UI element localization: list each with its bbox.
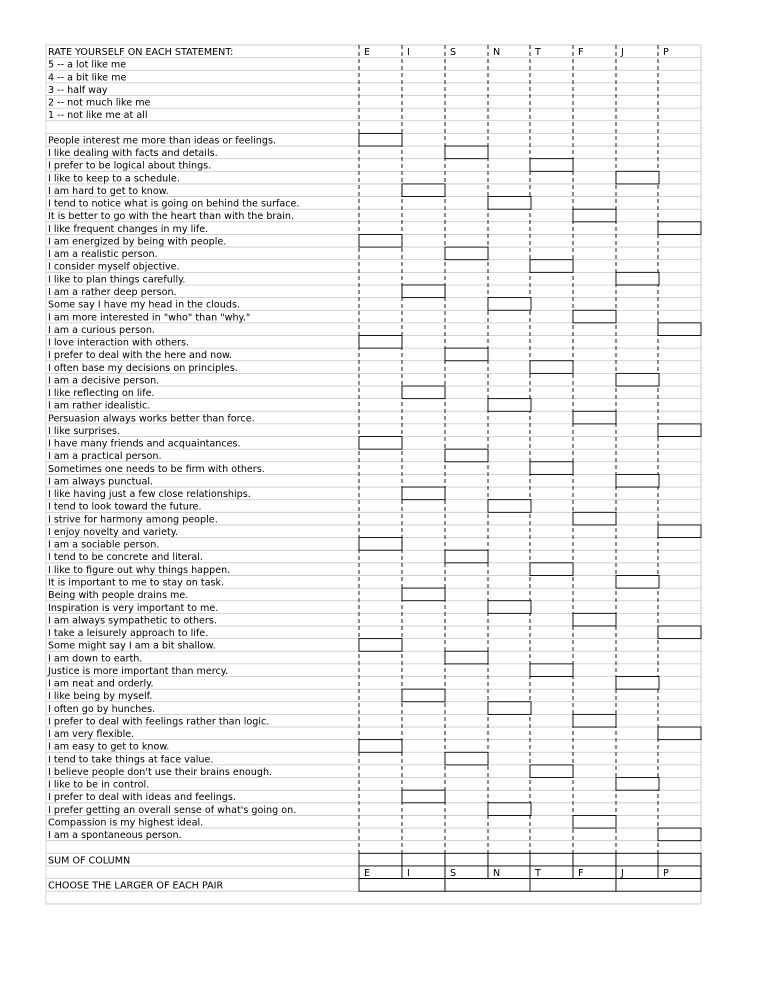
column-header-i: I	[407, 47, 410, 59]
column-letter-n: N	[493, 867, 501, 879]
answer-box-s[interactable]	[445, 651, 488, 664]
statement-text: People interest me more than ideas or feelings.	[48, 135, 277, 147]
statement-text: I am very flexible.	[48, 729, 135, 741]
answer-box-p[interactable]	[658, 424, 701, 437]
statement-text: I prefer to deal with feelings rather than logic.	[48, 716, 270, 728]
answer-box-f[interactable]	[573, 209, 616, 222]
column-header-f: F	[578, 47, 584, 59]
statement-text: I am more interested in "who" than "why."	[48, 312, 251, 324]
statement-text: I like to figure out why things happen.	[48, 564, 231, 576]
choose-pair-box[interactable]	[359, 879, 445, 892]
answer-box-p[interactable]	[658, 626, 701, 639]
answer-box-t[interactable]	[530, 159, 573, 172]
sum-box-s[interactable]	[445, 853, 488, 866]
answer-box-e[interactable]	[359, 234, 402, 247]
column-header-n: N	[493, 47, 501, 59]
answer-box-s[interactable]	[445, 247, 488, 260]
statement-text: I am always sympathetic to others.	[48, 615, 217, 627]
column-letter-i: I	[407, 867, 410, 879]
statement-text: Being with people drains me.	[48, 590, 189, 602]
answer-box-j[interactable]	[616, 575, 659, 588]
answer-box-i[interactable]	[402, 689, 445, 702]
answer-box-n[interactable]	[488, 803, 531, 816]
answer-box-j[interactable]	[616, 373, 659, 386]
answer-box-e[interactable]	[359, 639, 402, 652]
answer-box-j[interactable]	[616, 677, 659, 690]
answer-box-t[interactable]	[530, 361, 573, 374]
answer-box-j[interactable]	[616, 171, 659, 184]
answer-box-f[interactable]	[573, 512, 616, 525]
answer-box-t[interactable]	[530, 260, 573, 273]
sum-box-t[interactable]	[530, 853, 573, 866]
column-letter-p: P	[663, 867, 669, 879]
column-header-s: S	[450, 47, 457, 59]
column-letter-f: F	[578, 867, 584, 879]
statement-text: I like having just a few close relationships.	[48, 489, 251, 501]
answer-box-e[interactable]	[359, 335, 402, 348]
answer-box-e[interactable]	[359, 437, 402, 450]
statement-text: Some might say I am a bit shallow.	[48, 640, 216, 652]
statement-text: I am a rather deep person.	[48, 287, 177, 298]
sum-box-n[interactable]	[488, 853, 531, 866]
statement-text: Persuasion always works better than force.	[48, 413, 255, 425]
statement-text: I am neat and orderly.	[48, 678, 154, 690]
statement-text: I am a decisive person.	[48, 375, 160, 387]
statement-text: I am a spontaneous person.	[48, 830, 182, 842]
statement-text: Sometimes one needs to be firm with others.	[48, 463, 265, 475]
statement-text: I have many friends and acquaintances.	[48, 438, 241, 450]
statement-text: I like dealing with facts and details.	[48, 148, 218, 160]
statement-text: I strive for harmony among people.	[48, 514, 218, 526]
answer-box-f[interactable]	[573, 310, 616, 323]
answer-box-j[interactable]	[616, 272, 659, 285]
column-letter-j: J	[621, 867, 624, 879]
statement-text: I am energized by being with people.	[48, 236, 227, 248]
answer-box-p[interactable]	[658, 525, 701, 538]
statement-text: I consider myself objective.	[48, 261, 180, 273]
answer-box-i[interactable]	[402, 285, 445, 298]
statement-text: I am a sociable person.	[48, 539, 160, 551]
statement-text: I prefer to deal with ideas and feelings.	[48, 792, 236, 804]
statement-text: Compassion is my highest ideal.	[48, 817, 204, 829]
answer-box-j[interactable]	[616, 778, 659, 791]
answer-box-i[interactable]	[402, 588, 445, 601]
choose-pair-box[interactable]	[530, 879, 616, 892]
statement-text: I prefer to deal with the here and now.	[48, 350, 233, 362]
statement-text: I often go by hunches.	[48, 703, 156, 715]
answer-box-s[interactable]	[445, 146, 488, 159]
answer-box-f[interactable]	[573, 714, 616, 727]
statement-text: I prefer getting an overall sense of what's going on.	[48, 804, 297, 816]
choose-pair-box[interactable]	[445, 879, 531, 892]
answer-box-p[interactable]	[658, 828, 701, 841]
answer-box-t[interactable]	[530, 563, 573, 576]
answer-box-p[interactable]	[658, 222, 701, 235]
statement-text: I take a leisurely approach to life.	[48, 628, 209, 640]
answer-box-n[interactable]	[488, 702, 531, 715]
statement-text: Justice is more important than mercy.	[48, 665, 229, 677]
sum-of-column-label: SUM OF COLUMN	[48, 855, 131, 867]
sum-box-e[interactable]	[359, 853, 402, 866]
answer-box-t[interactable]	[530, 765, 573, 778]
answer-box-e[interactable]	[359, 538, 402, 551]
sum-box-j[interactable]	[616, 853, 659, 866]
answer-box-f[interactable]	[573, 411, 616, 424]
statement-text: It is better to go with the heart than with the brain.	[48, 211, 295, 223]
statement-text: I am a practical person.	[48, 451, 162, 463]
scale-legend-item: 1 -- not like me at all	[48, 110, 148, 122]
statement-text: I tend to take things at face value.	[48, 754, 214, 766]
answer-box-n[interactable]	[488, 399, 531, 412]
sum-box-f[interactable]	[573, 853, 616, 866]
statement-text: I am a realistic person.	[48, 249, 158, 261]
answer-box-p[interactable]	[658, 323, 701, 336]
answer-box-i[interactable]	[402, 790, 445, 803]
statement-text: I like to be in control.	[48, 779, 150, 791]
column-letter-e: E	[364, 867, 371, 879]
statement-text: I prefer to be logical about things.	[48, 160, 212, 172]
statement-text: I am a curious person.	[48, 324, 155, 336]
scale-legend-item: 2 -- not much like me	[48, 97, 151, 109]
statement-text: I am rather idealistic.	[48, 400, 151, 412]
statement-text: I like reflecting on life.	[48, 388, 155, 400]
scale-legend-item: 3 -- half way	[48, 84, 108, 96]
answer-box-s[interactable]	[445, 752, 488, 765]
column-header-t: T	[535, 47, 541, 59]
column-letter-s: S	[450, 867, 457, 879]
answer-box-n[interactable]	[488, 601, 531, 614]
answer-box-s[interactable]	[445, 348, 488, 361]
sum-box-p[interactable]	[658, 853, 701, 866]
statement-text: I enjoy novelty and variety.	[48, 526, 179, 538]
answer-box-n[interactable]	[488, 298, 531, 311]
answer-box-f[interactable]	[573, 613, 616, 626]
statement-text: I like to plan things carefully.	[48, 274, 186, 286]
statement-text: I often base my decisions on principles.	[48, 362, 238, 374]
answer-box-e[interactable]	[359, 740, 402, 753]
statement-text: Some say I have my head in the clouds.	[48, 299, 241, 311]
statement-text: I am hard to get to know.	[48, 185, 169, 197]
answer-box-i[interactable]	[402, 487, 445, 500]
statement-text: I love interaction with others.	[48, 337, 189, 349]
statement-text: I like surprises.	[48, 425, 121, 437]
sheet-title: RATE YOURSELF ON EACH STATEMENT:	[48, 47, 234, 59]
statement-text: I tend to be concrete and literal.	[48, 552, 203, 564]
statement-text: Inspiration is very important to me.	[48, 602, 219, 614]
answer-box-p[interactable]	[658, 727, 701, 740]
column-letter-t: T	[535, 867, 541, 879]
statement-text: I believe people don't use their brains enough.	[48, 766, 273, 778]
statement-text: I am easy to get to know.	[48, 741, 170, 753]
scale-legend-item: 4 -- a bit like me	[48, 72, 127, 84]
answer-box-t[interactable]	[530, 664, 573, 677]
answer-box-s[interactable]	[445, 449, 488, 462]
column-header-p: P	[663, 47, 669, 59]
answer-box-n[interactable]	[488, 500, 531, 513]
statement-text: I like being by myself.	[48, 691, 153, 703]
choose-pair-box[interactable]	[616, 879, 701, 892]
scale-legend-item: 5 -- a lot like me	[48, 59, 127, 71]
answer-box-j[interactable]	[616, 474, 659, 487]
answer-box-i[interactable]	[402, 184, 445, 197]
answer-box-s[interactable]	[445, 550, 488, 563]
statement-text: It is important to me to stay on task.	[48, 577, 225, 589]
answer-box-f[interactable]	[573, 815, 616, 828]
answer-box-e[interactable]	[359, 133, 402, 146]
column-header-e: E	[364, 47, 371, 59]
statement-text: I tend to notice what is going on behind the surface.	[48, 198, 300, 210]
statement-text: I like frequent changes in my life.	[48, 223, 209, 235]
statement-text: I like to keep to a schedule.	[48, 173, 180, 185]
statement-text: I tend to look toward the future.	[48, 501, 202, 513]
sum-box-i[interactable]	[402, 853, 445, 866]
statement-text: I am down to earth.	[48, 653, 143, 665]
answer-box-t[interactable]	[530, 462, 573, 475]
answer-box-i[interactable]	[402, 386, 445, 399]
statement-text: I am always punctual.	[48, 476, 154, 488]
column-header-j: J	[621, 47, 624, 59]
choose-larger-label: CHOOSE THE LARGER OF EACH PAIR	[48, 880, 224, 892]
answer-box-n[interactable]	[488, 197, 531, 210]
